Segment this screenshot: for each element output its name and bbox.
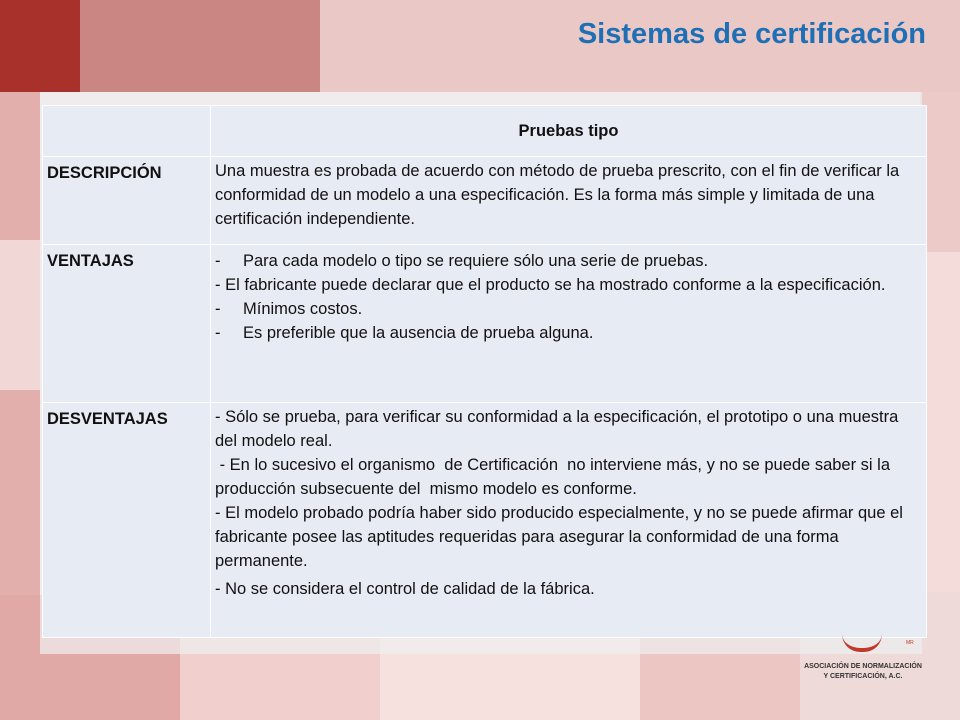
table-header: Pruebas tipo bbox=[211, 106, 927, 157]
list-item: - No se considera el control de calidad de la fábrica. bbox=[215, 580, 595, 598]
list-item-text: Es preferible que la ausencia de prueba alguna. bbox=[243, 324, 594, 342]
list-item: - El fabricante puede declarar que el producto se ha mostrado conforme a la especificación. bbox=[215, 276, 886, 294]
table-row-descripcion bbox=[43, 157, 927, 245]
table-header-row bbox=[43, 106, 927, 157]
row-label-descripcion: DESCRIPCIÓN bbox=[43, 157, 211, 245]
list-item: - Sólo se prueba, para verificar su conformidad a la especificación, el prototipo o una muestra del modelo real. bbox=[215, 408, 899, 450]
list-item: - Para cada modelo o tipo se requiere sólo una serie de pruebas. bbox=[215, 252, 709, 270]
certification-table bbox=[42, 105, 927, 638]
row-label-ventajas: VENTAJAS bbox=[43, 245, 211, 403]
logo-line-2: Y CERTIFICACIÓN, A.C. bbox=[823, 673, 903, 680]
row-content-ventajas bbox=[211, 245, 927, 403]
logo-mark-text: MR bbox=[906, 640, 914, 646]
list-item: - Es preferible que la ausencia de prueba alguna. bbox=[215, 324, 594, 342]
list-item: - En lo sucesivo el organismo de Certificación no interviene más, y no se puede saber si la producción subsecuente del mismo modelo es conforme. bbox=[215, 456, 895, 498]
list-item-text: Para cada modelo o tipo se requiere sólo una serie de pruebas. bbox=[243, 252, 709, 270]
table-row-ventajas bbox=[43, 245, 927, 403]
logo-line-1: ASOCIACIÓN DE NORMALIZACIÓN bbox=[804, 663, 922, 670]
table-row-desventajas bbox=[43, 403, 927, 638]
bg-tile bbox=[80, 0, 320, 92]
list-item: - Mínimos costos. bbox=[215, 300, 363, 318]
logo-arc-icon bbox=[842, 634, 882, 652]
row-content-descripcion bbox=[211, 157, 927, 245]
list-item: - El modelo probado podría haber sido producido especialmente, y no se puede afirmar que el fabricante posee las aptitudes requeridas para asegurar la conformidad de una forma permanente. bbox=[215, 504, 903, 570]
slide-title: Sistemas de certificación bbox=[577, 18, 926, 50]
row-label-desventajas: DESVENTAJAS bbox=[43, 403, 211, 638]
bg-tile bbox=[0, 0, 80, 92]
bg-tile bbox=[0, 240, 40, 390]
description-text: Una muestra es probada de acuerdo con método de prueba prescrito, con el fin de verificar la conformidad de un modelo a una especificación. Es la forma más simple y limitada de una certificación independiente. bbox=[215, 162, 900, 228]
list-item-text: Mínimos costos. bbox=[243, 300, 363, 318]
row-content-desventajas bbox=[211, 403, 927, 638]
organization-logo bbox=[780, 636, 950, 696]
logo-text bbox=[788, 662, 938, 682]
empty-header-cell bbox=[43, 106, 211, 157]
